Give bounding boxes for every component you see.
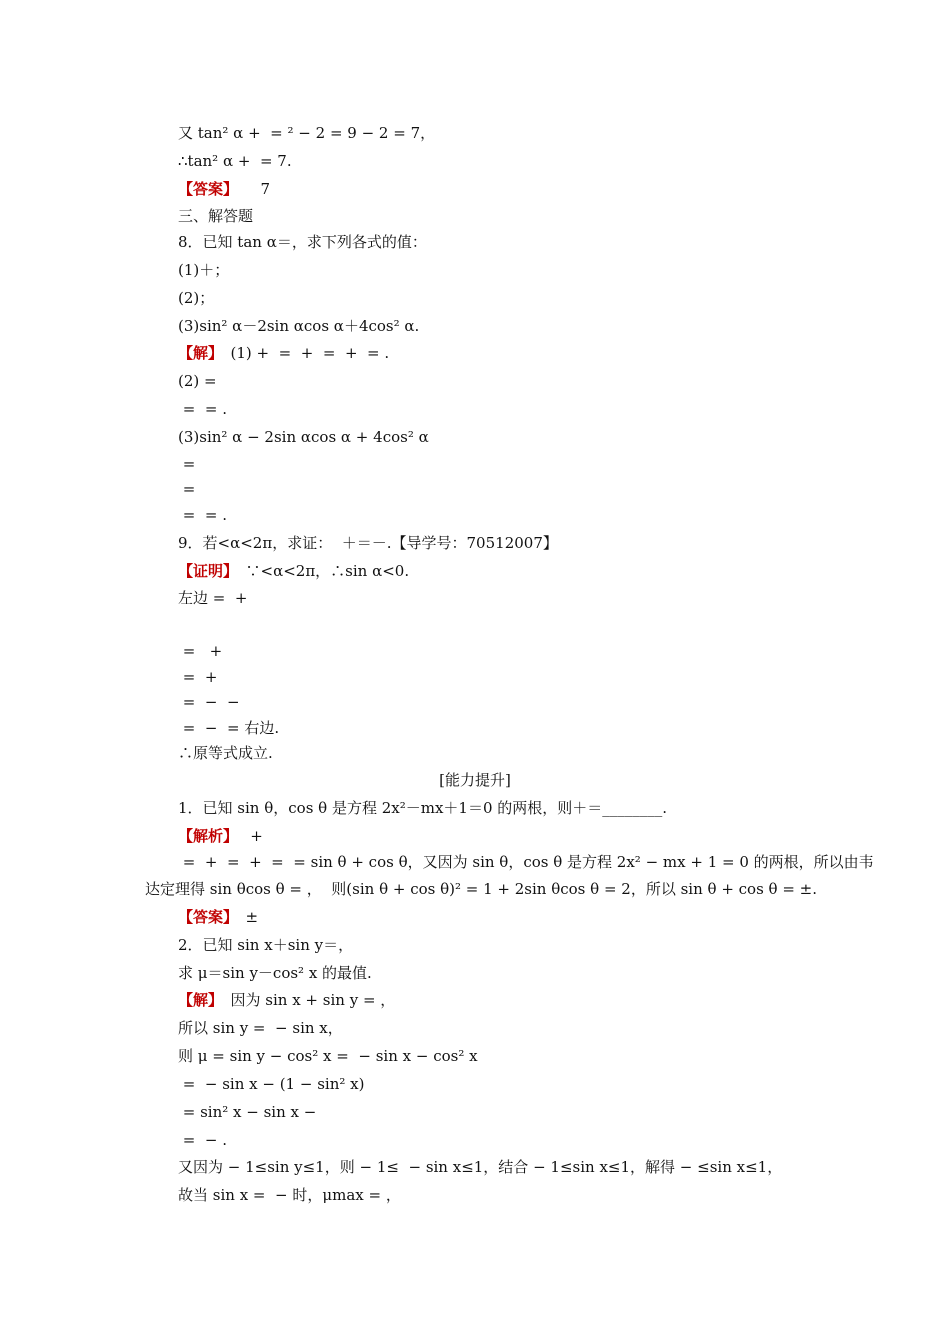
text-line: 又因为 − 1≤sin y≤1，则 − 1≤ − sin x≤1，结合 − 1≤sin x≤1，解得 − ≤sin x≤1，	[178, 1158, 783, 1176]
solution-tag: 【解】	[178, 991, 216, 1009]
text-line: = +	[178, 668, 223, 686]
question-1: 1．已知 sin θ，cos θ 是方程 2x²－mx＋1＝0 的两根，则＋＝________.	[178, 799, 668, 817]
question-8: 8．已知 tan α＝，求下列各式的值：	[178, 233, 427, 251]
text-line: 左边 = +	[178, 589, 253, 607]
solution-line: 【解】 因为 sin x + sin y = ，	[178, 991, 396, 1009]
answer-line: 【答案】 7	[178, 180, 271, 198]
text-line: 则 μ = sin y − cos² x = − sin x − cos² x	[178, 1047, 478, 1065]
text-line: = − sin x − (1 − sin² x)	[178, 1075, 365, 1093]
text-line: = − −	[178, 693, 245, 711]
answer-tag: 【答案】	[178, 180, 231, 198]
text-line: (2)；	[178, 289, 215, 307]
text-line: (2) =	[178, 372, 217, 390]
section-heading: 三、解答题	[178, 207, 254, 225]
text-line: = +	[178, 642, 227, 660]
text-line: = sin² x − sin x −	[178, 1103, 322, 1121]
text-line: =	[178, 480, 196, 498]
answer-line: 【答案】 ±	[178, 908, 259, 926]
text-line: ∴原等式成立.	[178, 744, 273, 762]
text-line: = − .	[178, 1131, 227, 1149]
proof-tag: 【证明】	[178, 562, 231, 580]
text-line: 所以 sin y = − sin x，	[178, 1019, 343, 1037]
question-2: 2．已知 sin x＋sin y＝，	[178, 936, 354, 954]
section-heading: [能力提升]	[439, 771, 511, 789]
text-line: = + = + = = sin θ + cos θ，又因为 sin θ，cos θ 是方程 2x² − mx + 1 = 0 的两根，所以由韦	[178, 853, 874, 871]
proof-line: 【证明】 ∵<α<2π，∴sin α<0.	[178, 562, 410, 580]
text-line: (3)sin² α－2sin αcos α＋4cos² α.	[178, 317, 420, 335]
text-line: (3)sin² α − 2sin αcos α + 4cos² α	[178, 428, 429, 446]
text-line: 求 μ＝sin y－cos² x 的最值.	[178, 964, 372, 982]
text-line: (1)＋；	[178, 261, 230, 279]
solution-tag: 【解】	[178, 344, 216, 362]
text-line: = = .	[178, 506, 227, 524]
text-line: =	[178, 455, 196, 473]
text-line: = = .	[178, 400, 227, 418]
answer-tag: 【答案】	[178, 908, 231, 926]
solution-line: 【解】 (1) + = + = + = .	[178, 344, 390, 362]
text-line: = − = 右边.	[178, 719, 280, 737]
text-line: ∴tan² α + = 7.	[178, 152, 292, 170]
analysis-tag: 【解析】	[178, 827, 231, 845]
text-line: 又 tan² α + = ² − 2 = 9 − 2 = 7，	[178, 124, 436, 142]
question-9: 9．若<α<2π，求证： ＋＝－.【导学号：70512007】	[178, 534, 558, 552]
analysis-line: 【解析】 +	[178, 827, 268, 845]
text-line: 故当 sin x = − 时，μmax = ，	[178, 1186, 401, 1204]
text-line: 达定理得 sin θcos θ = ， 则(sin θ + cos θ)² = 1 + 2sin θcos θ = 2，所以 sin θ + cos θ = ±.	[145, 880, 818, 898]
